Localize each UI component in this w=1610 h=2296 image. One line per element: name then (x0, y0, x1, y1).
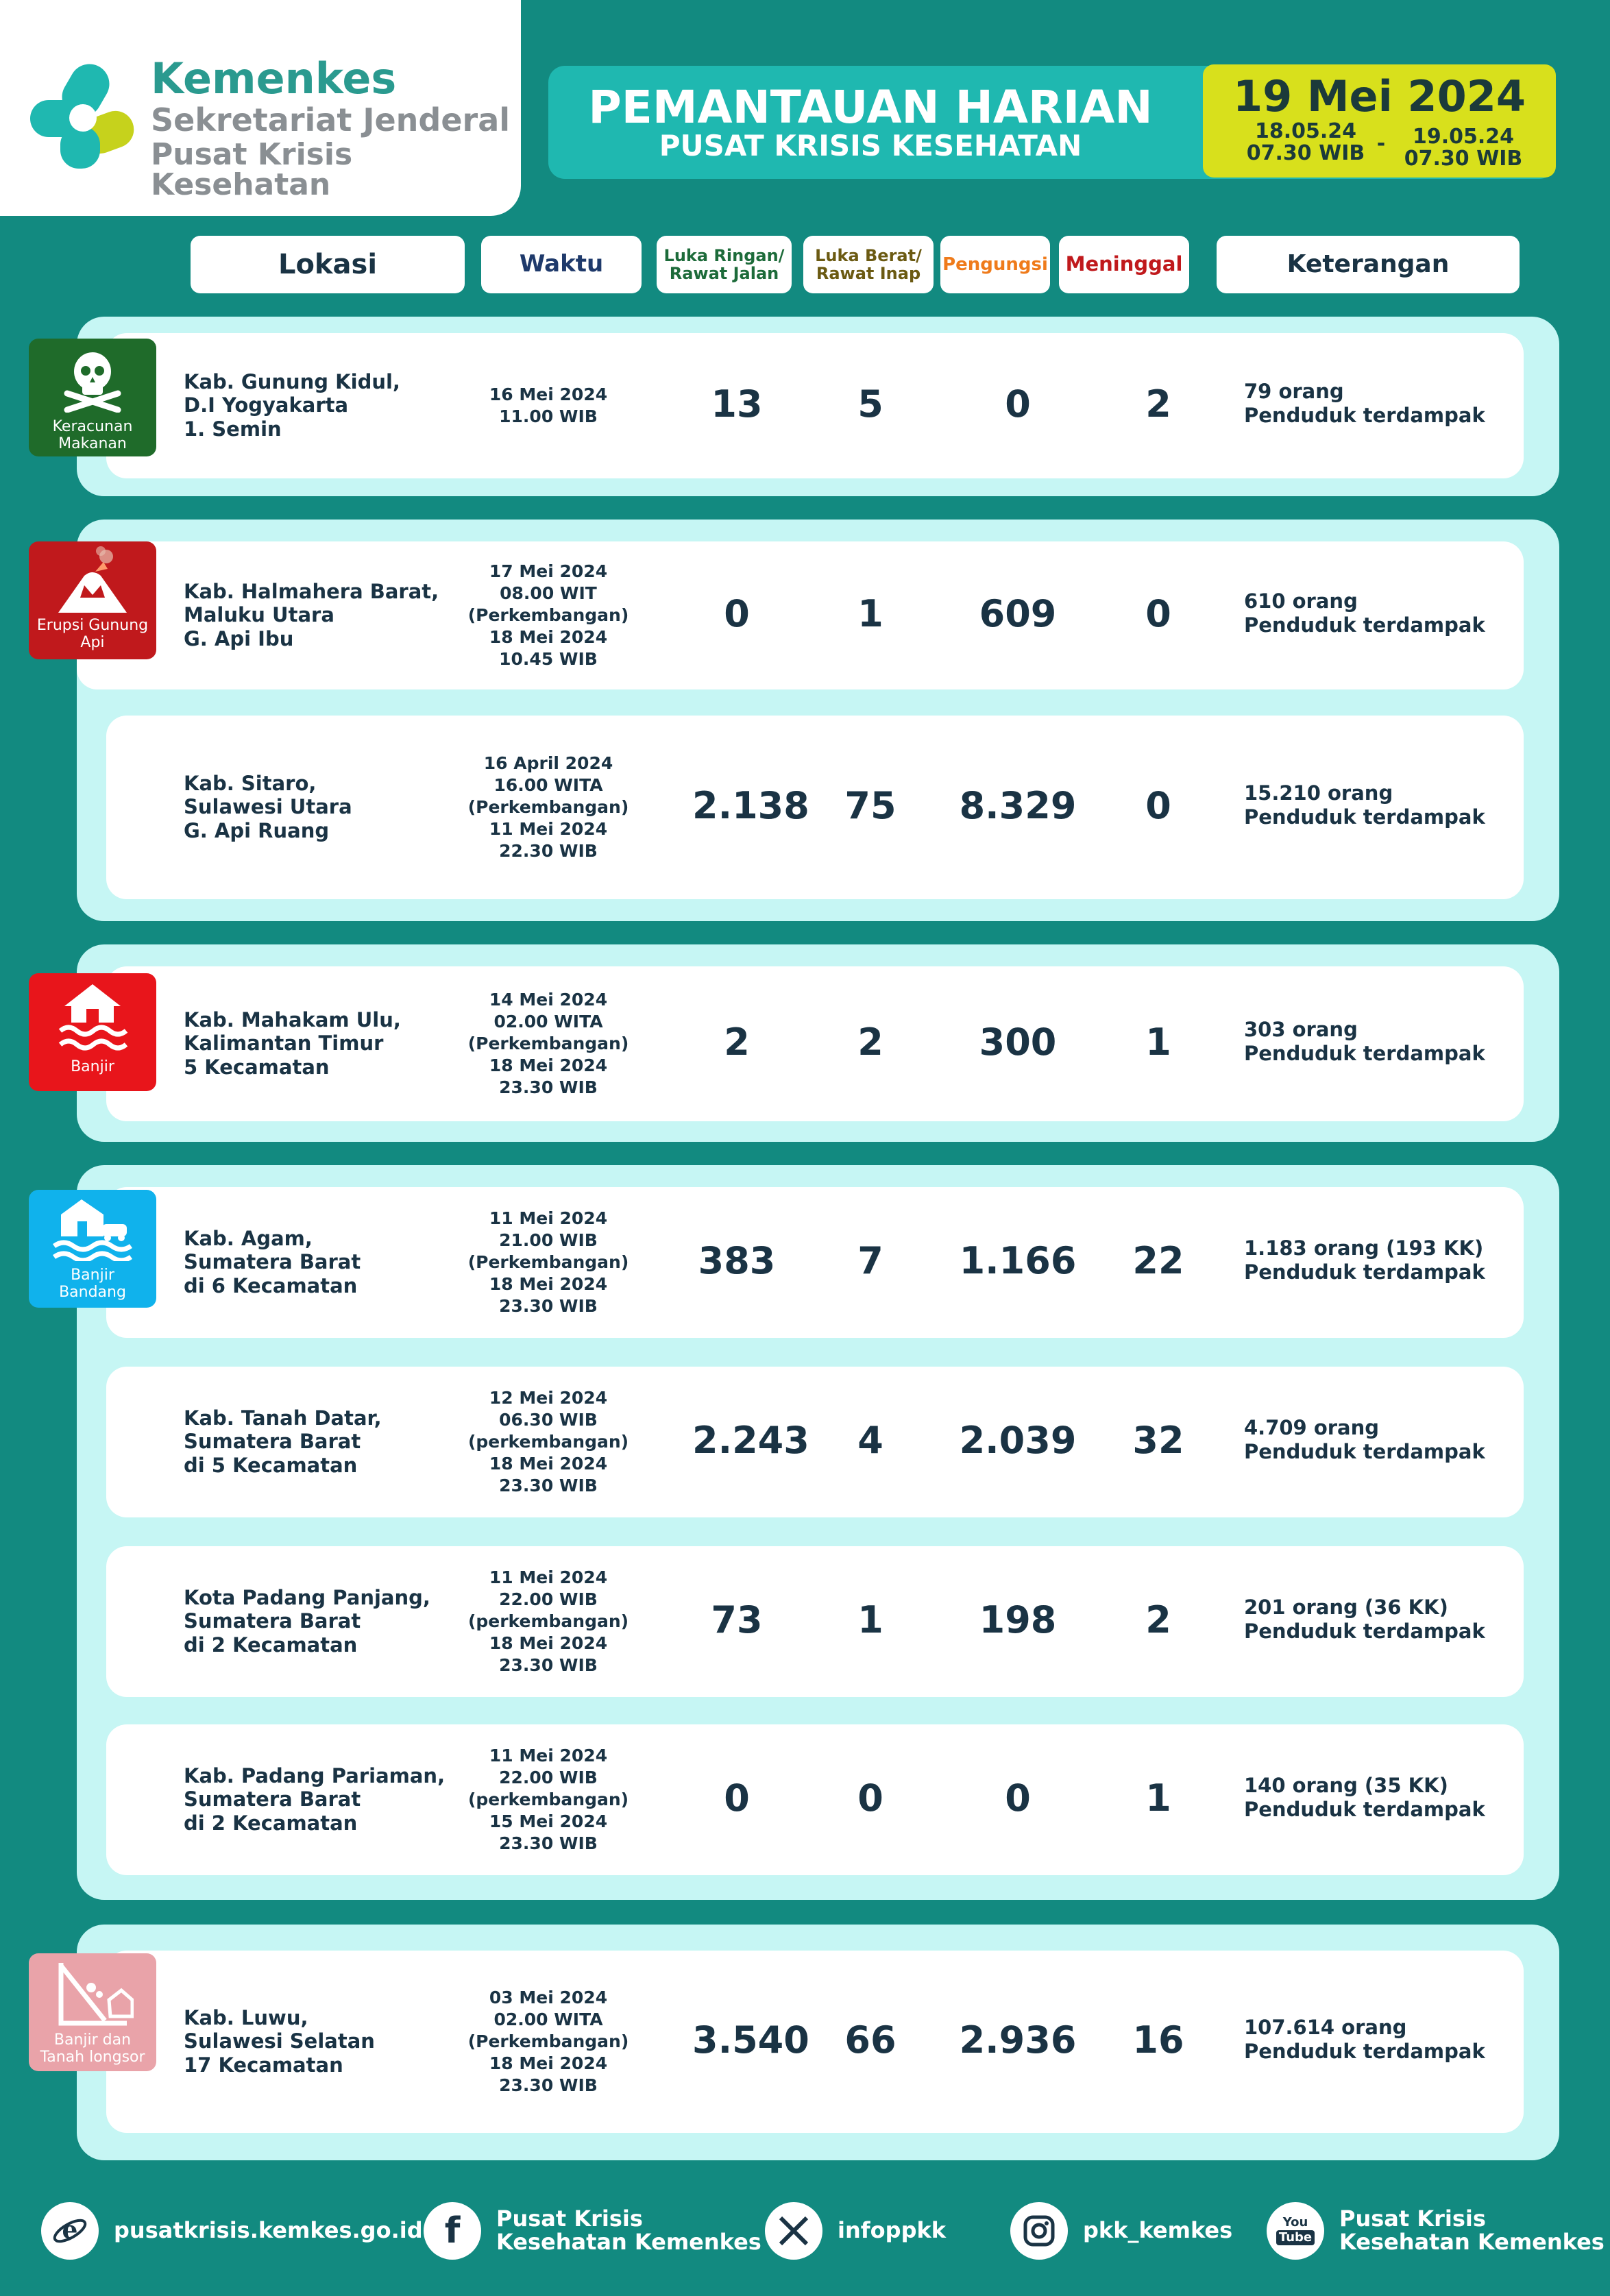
badge-longsor-label (29, 2031, 156, 2066)
badge-longsor-line1: Banjir dan (53, 2031, 132, 2049)
time-line: 16 April 2024 (483, 753, 613, 773)
value-pengungsi: 0 (1005, 1776, 1031, 1820)
time-line: (perkembangan) (467, 1611, 629, 1631)
time-line: 18 Mei 2024 (489, 1055, 608, 1075)
value-berat: 75 (844, 784, 897, 827)
time-line: (perkembangan) (467, 1790, 629, 1809)
badge-banjir-bandang-label (29, 1267, 156, 1302)
column-lokasi: Lokasi (191, 236, 465, 293)
value-ringan: 73 (711, 1598, 763, 1641)
keterangan-line: Penduduk terdampak (1244, 403, 1485, 427)
location-line: Sumatera Barat (184, 1430, 361, 1454)
value-meninggal: 0 (1145, 592, 1171, 635)
value-pengungsi: 1.166 (959, 1239, 1077, 1282)
row-location (184, 1406, 472, 1478)
time-line: 22.00 WIB (499, 1768, 598, 1787)
range-separator: - (1376, 132, 1386, 156)
time-line: 23.30 WIB (499, 1655, 598, 1675)
location-line: di 2 Kecamatan (184, 1633, 358, 1657)
time-line: 06.30 WIB (499, 1410, 598, 1430)
value-meninggal: 16 (1132, 2018, 1184, 2062)
location-line: D.I Yogyakarta (184, 393, 349, 417)
report-date: 19 Mei 2024 (1232, 71, 1526, 121)
time-line: 18 Mei 2024 (489, 627, 608, 647)
row-time (439, 1987, 658, 2097)
keterangan-line: Penduduk terdampak (1244, 805, 1485, 829)
range-start-time: 07.30 WIB (1246, 141, 1365, 165)
time-line: 15 Mei 2024 (489, 1811, 608, 1831)
value-pengungsi: 300 (979, 1021, 1057, 1064)
time-line: (Perkembangan) (467, 2031, 629, 2051)
footer-instagram[interactable] (1010, 2200, 1232, 2262)
badge-erupsi-line1: Erupsi Gunung (36, 617, 149, 634)
time-line: 18 Mei 2024 (489, 1274, 608, 1294)
row-location (184, 1586, 472, 1657)
value-ringan: 383 (698, 1239, 776, 1282)
kemenkes-logo-icon (25, 58, 141, 174)
range-start-date: 18.05.24 (1254, 119, 1357, 143)
row-location (184, 370, 472, 441)
column-luka-berat-line2: Rawat Inap (816, 264, 921, 283)
location-line: Sulawesi Utara (184, 795, 352, 819)
value-meninggal: 2 (1145, 382, 1171, 426)
row-time (439, 1745, 658, 1855)
column-keterangan: Keterangan (1217, 236, 1520, 293)
footer-youtube[interactable] (1267, 2200, 1605, 2262)
time-line: 21.00 WIB (499, 1230, 598, 1250)
badge-erupsi-line2: Api (80, 634, 105, 652)
value-berat: 66 (844, 2018, 897, 2062)
location-line: 17 Kecamatan (184, 2053, 343, 2077)
time-line: 12 Mei 2024 (489, 1388, 608, 1408)
value-pengungsi: 609 (979, 592, 1057, 635)
youtube-line1: Pusat Krisis (1339, 2206, 1486, 2232)
location-line: Sumatera Barat (184, 1609, 361, 1633)
value-ringan: 3.540 (692, 2018, 809, 2062)
row-keterangan (1244, 1236, 1518, 1284)
value-meninggal: 0 (1145, 784, 1171, 827)
time-line: 08.00 WIT (500, 583, 597, 603)
row-keterangan (1244, 1596, 1518, 1644)
value-pengungsi: 8.329 (959, 784, 1077, 827)
facebook-icon: f (424, 2202, 481, 2260)
value-ringan: 13 (711, 382, 763, 426)
x-icon (765, 2202, 822, 2260)
time-line: 16 Mei 2024 (489, 384, 608, 404)
flash-flood-icon (51, 1195, 134, 1261)
time-line: (Perkembangan) (467, 1252, 629, 1272)
keterangan-line: 79 orang (1244, 380, 1344, 403)
row-location (184, 2006, 472, 2077)
value-berat: 1 (857, 1598, 883, 1641)
time-line: 14 Mei 2024 (489, 990, 608, 1010)
time-line: 02.00 WITA (493, 2010, 603, 2029)
row-location (184, 1764, 472, 1835)
row-keterangan (1244, 1774, 1518, 1822)
flood-house-icon (55, 980, 130, 1055)
time-line: 02.00 WITA (493, 1012, 603, 1031)
row-keterangan (1244, 2016, 1518, 2064)
value-ringan: 0 (724, 1776, 750, 1820)
value-pengungsi: 0 (1005, 382, 1031, 426)
keterangan-line: Penduduk terdampak (1244, 613, 1485, 637)
column-luka-ringan (657, 236, 792, 293)
svg-text:e: e (62, 2216, 78, 2245)
range-end-time: 07.30 WIB (1404, 146, 1523, 171)
row-time (439, 561, 658, 670)
badge-keracunan-line2: Makanan (58, 435, 127, 453)
badge-erupsi-label (29, 617, 156, 652)
badge-longsor-line2: Tanah longsor (40, 2049, 145, 2066)
row-keterangan (1244, 380, 1518, 428)
youtube-text[interactable] (1339, 2208, 1605, 2254)
badge-keracunan (29, 339, 156, 456)
location-line: Kab. Halmahera Barat, (184, 579, 439, 603)
page-subtitle: PUSAT KRISIS KESEHATAN (659, 129, 1082, 162)
website-text[interactable]: pusatkrisis.kemkes.go.id (114, 2217, 423, 2244)
time-line: 11 Mei 2024 (489, 1746, 608, 1766)
keterangan-line: 1.183 orang (193 KK) (1244, 1236, 1484, 1260)
internet-explorer-icon (41, 2202, 99, 2260)
value-pengungsi: 198 (979, 1598, 1057, 1641)
keterangan-line: Penduduk terdampak (1244, 2039, 1485, 2063)
date-box (1203, 64, 1556, 178)
x-text[interactable]: infoppkk (838, 2217, 947, 2244)
value-meninggal: 22 (1132, 1239, 1184, 1282)
row-time (439, 989, 658, 1099)
location-line: Kab. Agam, (184, 1226, 313, 1250)
range-start (1237, 121, 1374, 164)
row-time (439, 1567, 658, 1676)
facebook-line1: Pusat Krisis (496, 2206, 643, 2232)
row-keterangan (1244, 589, 1518, 637)
facebook-text[interactable] (496, 2208, 761, 2254)
skull-icon (62, 347, 123, 413)
value-berat: 1 (857, 592, 883, 635)
row-location (184, 772, 472, 843)
badge-banjir-bandang-line2: Bandang (59, 1284, 126, 1302)
value-meninggal: 32 (1132, 1419, 1184, 1462)
keterangan-line: Penduduk terdampak (1244, 1619, 1485, 1643)
location-line: Kab. Tanah Datar, (184, 1406, 382, 1430)
keterangan-line: 140 orang (35 KK) (1244, 1774, 1448, 1797)
keterangan-line: 610 orang (1244, 589, 1358, 613)
value-berat: 0 (857, 1776, 883, 1820)
column-luka-berat (803, 236, 934, 293)
row-location (184, 1227, 472, 1298)
range-end (1391, 126, 1535, 169)
location-line: Maluku Utara (184, 603, 334, 627)
badge-banjir-line1: Banjir (71, 1058, 114, 1075)
badge-erupsi (29, 541, 156, 659)
time-line: 03 Mei 2024 (489, 1988, 608, 2007)
row-time (439, 384, 658, 428)
time-line: 23.30 WIB (499, 1077, 598, 1097)
keterangan-line: 15.210 orang (1244, 781, 1393, 805)
footer-x[interactable] (765, 2200, 946, 2262)
footer-website[interactable] (41, 2200, 423, 2262)
location-line: Sumatera Barat (184, 1787, 361, 1811)
location-line: Kab. Luwu, (184, 2005, 308, 2029)
time-line: 17 Mei 2024 (489, 561, 608, 581)
time-line: 23.30 WIB (499, 2075, 598, 2095)
range-end-date: 19.05.24 (1412, 125, 1515, 149)
footer-facebook[interactable] (424, 2200, 761, 2262)
keterangan-line: Penduduk terdampak (1244, 1041, 1485, 1065)
value-ringan: 0 (724, 592, 750, 635)
time-line: 11 Mei 2024 (489, 819, 608, 839)
location-line: 1. Semin (184, 417, 282, 441)
value-pengungsi: 2.936 (959, 2018, 1077, 2062)
youtube-icon-top: You (1282, 2215, 1308, 2230)
instagram-text[interactable]: pkk_kemkes (1083, 2217, 1233, 2244)
location-line: di 5 Kecamatan (184, 1454, 358, 1478)
row-location (184, 580, 472, 651)
location-line: G. Api Ruang (184, 819, 330, 843)
location-line: Kota Padang Panjang, (184, 1585, 430, 1609)
badge-keracunan-line1: Keracunan (52, 418, 133, 435)
row-time (439, 1208, 658, 1317)
logo-line2: Pusat Krisis Kesehatan (151, 137, 353, 202)
value-ringan: 2 (724, 1021, 750, 1064)
time-line: 11 Mei 2024 (489, 1208, 608, 1228)
facebook-line2: Kesehatan Kemenkes (496, 2229, 761, 2255)
row-location (184, 1008, 472, 1079)
time-line: 11 Mei 2024 (489, 1567, 608, 1587)
location-line: Kab. Gunung Kidul, (184, 369, 400, 393)
location-line: di 2 Kecamatan (184, 1811, 358, 1835)
value-meninggal: 2 (1145, 1598, 1171, 1641)
value-berat: 4 (857, 1419, 883, 1462)
time-line: 22.30 WIB (499, 841, 598, 861)
time-line: (Perkembangan) (467, 1034, 629, 1053)
value-ringan: 2.138 (692, 784, 809, 827)
time-line: 18 Mei 2024 (489, 1454, 608, 1474)
value-meninggal: 1 (1145, 1776, 1171, 1820)
column-luka-ringan-line2: Rawat Jalan (669, 264, 779, 283)
keterangan-line: 107.614 orang (1244, 2016, 1407, 2039)
time-line: (perkembangan) (467, 1432, 629, 1452)
time-line: 23.30 WIB (499, 1833, 598, 1853)
keterangan-line: Penduduk terdampak (1244, 1439, 1485, 1463)
time-line: 22.00 WIB (499, 1589, 598, 1609)
instagram-icon (1010, 2202, 1068, 2260)
youtube-icon-bottom: Tube (1276, 2230, 1315, 2245)
badge-banjir-label (29, 1058, 156, 1075)
time-line: 10.45 WIB (499, 649, 598, 669)
location-line: Kab. Padang Pariaman, (184, 1763, 446, 1787)
keterangan-line: Penduduk terdampak (1244, 1260, 1485, 1284)
location-line: Kab. Mahakam Ulu, (184, 1007, 401, 1031)
time-line: (Perkembangan) (467, 605, 629, 625)
logo-brand: Kemenkes (151, 53, 397, 103)
value-ringan: 2.243 (692, 1419, 809, 1462)
time-line: 23.30 WIB (499, 1476, 598, 1495)
keterangan-line: 201 orang (36 KK) (1244, 1596, 1448, 1619)
keterangan-line: Penduduk terdampak (1244, 1797, 1485, 1821)
keterangan-line: 303 orang (1244, 1018, 1358, 1041)
column-meninggal: Meninggal (1059, 236, 1189, 293)
value-berat: 5 (857, 382, 883, 426)
logo-line1: Sekretariat Jenderal (151, 101, 511, 138)
location-line: Sumatera Barat (184, 1250, 361, 1274)
column-luka-ringan-line1: Luka Ringan/ (663, 245, 785, 265)
time-line: 23.30 WIB (499, 1296, 598, 1316)
time-line: 18 Mei 2024 (489, 2053, 608, 2073)
landslide-icon (51, 1959, 134, 2027)
time-line: 11.00 WIB (499, 406, 598, 426)
location-line: Kalimantan Timur (184, 1031, 384, 1055)
row-time (439, 1387, 658, 1497)
row-keterangan (1244, 1018, 1518, 1066)
badge-banjir-bandang (29, 1190, 156, 1308)
location-line: G. Api Ibu (184, 627, 294, 651)
page-title: PEMANTAUAN HARIAN (588, 81, 1153, 134)
column-luka-berat-line1: Luka Berat/ (815, 245, 922, 265)
keterangan-line: 4.709 orang (1244, 1416, 1380, 1439)
value-meninggal: 1 (1145, 1021, 1171, 1064)
youtube-icon (1267, 2202, 1324, 2260)
row-time (439, 753, 658, 862)
location-line: di 6 Kecamatan (184, 1274, 358, 1298)
logo-panel (0, 0, 521, 216)
time-line: 18 Mei 2024 (489, 1633, 608, 1653)
badge-longsor (29, 1953, 156, 2071)
value-berat: 7 (857, 1239, 883, 1282)
badge-banjir-bandang-line1: Banjir (71, 1267, 114, 1284)
badge-keracunan-label (29, 418, 156, 453)
row-keterangan (1244, 781, 1518, 829)
badge-banjir (29, 973, 156, 1091)
time-line: 16.00 WITA (493, 775, 603, 795)
value-berat: 2 (857, 1021, 883, 1064)
value-pengungsi: 2.039 (959, 1419, 1077, 1462)
column-waktu: Waktu (481, 236, 642, 293)
location-line: Kab. Sitaro, (184, 771, 317, 795)
youtube-line2: Kesehatan Kemenkes (1339, 2229, 1605, 2255)
location-line: 5 Kecamatan (184, 1055, 330, 1079)
time-line: (Perkembangan) (467, 797, 629, 817)
column-pengungsi: Pengungsi (940, 236, 1050, 293)
row-keterangan (1244, 1416, 1518, 1464)
volcano-icon (51, 544, 134, 615)
location-line: Sulawesi Selatan (184, 2029, 375, 2053)
